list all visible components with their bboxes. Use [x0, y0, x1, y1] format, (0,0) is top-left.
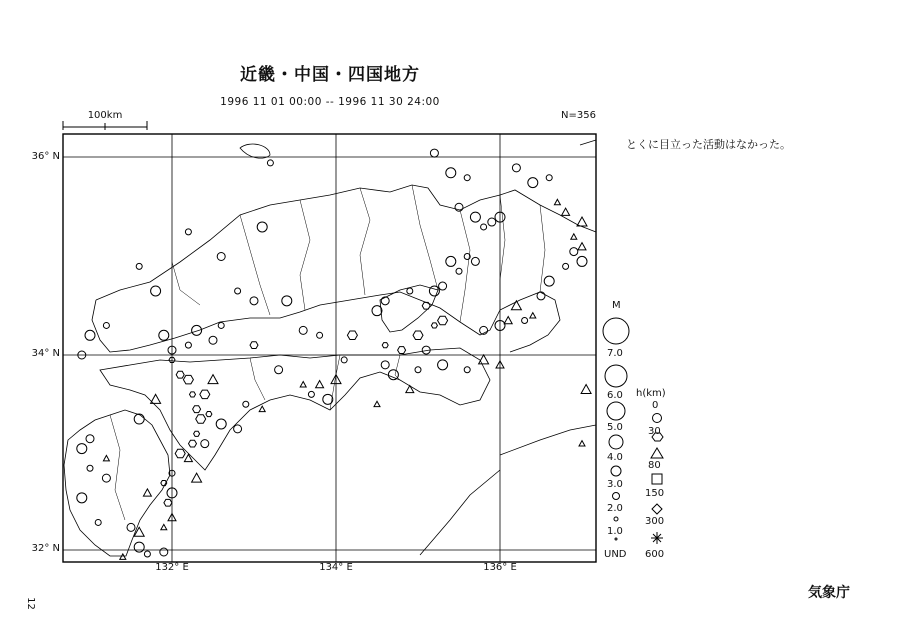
depth-600-asterisk-icon — [651, 532, 663, 544]
epicenter-circle-marker — [127, 523, 135, 531]
magnitude-3: 3.0 — [607, 479, 623, 490]
epicenter-circle-marker — [209, 336, 217, 344]
epicenter-hexagon-marker — [183, 375, 193, 384]
epicenter-circle-marker — [250, 297, 258, 305]
epicenter-circle-marker — [216, 419, 226, 429]
epicenter-triangle-marker — [562, 208, 570, 215]
epicenter-circle-marker — [577, 256, 587, 266]
epicenter-hexagon-marker — [175, 449, 185, 458]
epicenter-hexagon-marker — [422, 302, 430, 309]
epicenter-circle-marker — [439, 282, 447, 290]
epicenter-triangle-marker — [579, 441, 585, 446]
epicenter-triangle-marker — [571, 234, 577, 239]
map-frame — [63, 134, 596, 562]
epicenter-triangle-marker — [120, 554, 126, 559]
epicenter-circle-marker — [160, 548, 168, 556]
epicenter-circle-marker — [456, 268, 462, 274]
epicenter-hexagon-marker — [413, 331, 423, 340]
magnitude-legend-title: M — [612, 300, 621, 311]
epicenter-circle-marker — [464, 175, 470, 181]
depth-30: 30 — [648, 426, 661, 437]
epicenter-hexagon-marker — [347, 331, 357, 340]
lat-label-32: 32° N — [31, 543, 60, 554]
epicenter-circle-marker — [341, 357, 347, 363]
epicenter-circle-marker — [388, 370, 398, 380]
epicenter-circle-marker — [87, 465, 93, 471]
epicenter-triangle-marker — [577, 217, 587, 226]
epicenter-circle-marker — [438, 360, 448, 370]
epicenter-hexagon-marker — [189, 440, 197, 447]
depth-150-square-icon — [652, 474, 662, 484]
epicenter-circle-marker — [537, 292, 545, 300]
epicenter-circle-marker — [136, 263, 142, 269]
depth-0: 0 — [652, 400, 659, 411]
epicenter-circle-marker — [77, 444, 87, 454]
epicenter-hexagon-marker — [193, 406, 201, 413]
epicenter-hexagon-marker — [431, 323, 437, 328]
epicenter-triangle-marker — [192, 473, 202, 482]
epicenter-hexagon-marker — [250, 342, 258, 349]
epicenter-circle-marker — [464, 367, 470, 373]
lon-label-134: 134° E — [319, 562, 353, 573]
depth-600: 600 — [645, 549, 665, 560]
epicenter-circle-marker — [77, 493, 87, 503]
epicenter-circle-marker — [381, 361, 389, 369]
epicenter-hexagon-marker — [200, 390, 210, 399]
epicenter-triangle-marker — [208, 375, 218, 384]
epicenter-hexagon-marker — [190, 392, 196, 397]
agency-name: 気象庁 — [808, 585, 850, 601]
epicenter-hexagon-marker — [164, 499, 172, 506]
epicenter-hexagon-marker — [194, 431, 200, 436]
epicenter-circle-marker — [372, 306, 382, 316]
epicenter-triangle-marker — [184, 454, 192, 461]
depth-0-circle-icon — [653, 414, 662, 423]
coastlines — [64, 140, 596, 556]
event-count: N=356 — [561, 110, 596, 121]
epicenter-triangle-marker — [259, 406, 265, 411]
epicenter-circle-marker — [201, 440, 209, 448]
epicenter-triangle-marker — [161, 524, 167, 529]
epicenter-hexagon-marker — [206, 412, 212, 417]
depth-150: 150 — [645, 488, 665, 499]
lat-label-34: 34° N — [31, 348, 60, 359]
epicenter-circle-marker — [282, 296, 292, 306]
epicenter-circle-marker — [481, 224, 487, 230]
epicenter-circle-marker — [381, 297, 389, 305]
scale-bar — [63, 121, 147, 130]
epicenter-circle-marker — [218, 322, 224, 328]
epicenter-triangle-marker — [316, 381, 324, 388]
epicenter-circle-marker — [528, 178, 538, 188]
epicenter-circle-marker — [134, 542, 144, 552]
epicenter-circle-marker — [275, 366, 283, 374]
epicenter-triangle-marker — [103, 455, 109, 460]
epicenter-triangle-marker — [578, 243, 586, 250]
epicenter-triangle-marker — [554, 199, 560, 204]
epicenter-circle-marker — [446, 256, 456, 266]
depth-300-diamond-icon — [652, 504, 662, 514]
epicenter-circle-marker — [134, 414, 144, 424]
epicenter-circle-marker — [415, 367, 421, 373]
epicenter-circle-marker — [544, 276, 554, 286]
magnitude-5: 5.0 — [607, 422, 623, 433]
epicenter-circle-marker — [85, 330, 95, 340]
magnitude-4: 4.0 — [607, 452, 623, 463]
epicenter-hexagon-marker — [176, 371, 184, 378]
depth-80-triangle-icon — [651, 448, 663, 458]
epicenter-circle-marker — [234, 425, 242, 433]
epicenter-circle-marker — [159, 330, 169, 340]
epicenter-circle-marker — [488, 218, 496, 226]
epicenter-hexagon-marker — [382, 343, 388, 348]
epicenter-circle-marker — [185, 229, 191, 235]
depth-300: 300 — [645, 516, 665, 527]
epicenter-circle-marker — [407, 288, 413, 294]
epicenter-circle-marker — [235, 288, 241, 294]
epicenter-hexagon-marker — [398, 347, 406, 354]
epicenter-circle-marker — [563, 263, 569, 269]
epicenter-circle-marker — [217, 253, 225, 261]
magnitude-2: 2.0 — [607, 503, 623, 514]
epicenter-hexagon-marker — [196, 415, 206, 424]
epicenter-circle-marker — [470, 212, 480, 222]
epicenter-points — [77, 149, 591, 559]
epicenter-circle-marker — [317, 332, 323, 338]
depth-80: 80 — [648, 460, 661, 471]
graticule — [63, 134, 596, 562]
epicenter-circle-marker — [471, 257, 479, 265]
epicenter-circle-marker — [86, 435, 94, 443]
magnitude-und: UND — [604, 549, 627, 560]
epicenter-circle-marker — [185, 342, 191, 348]
lon-label-136: 136° E — [483, 562, 517, 573]
period-label: 1996 11 01 00:00 -- 1996 11 30 24:00 — [220, 96, 440, 108]
epicenter-triangle-marker — [504, 317, 512, 324]
page-number: 12 — [24, 597, 36, 610]
epicenter-circle-marker — [267, 160, 273, 166]
magnitude-7: 7.0 — [607, 348, 623, 359]
map-title: 近畿・中国・四国地方 — [240, 65, 420, 85]
epicenter-triangle-marker — [530, 313, 536, 318]
lon-label-132: 132° E — [155, 562, 189, 573]
epicenter-triangle-marker — [300, 382, 306, 387]
epicenter-circle-marker — [95, 519, 101, 525]
activity-comment: とくに目立った活動はなかった。 — [626, 138, 791, 151]
epicenter-circle-marker — [512, 164, 520, 172]
depth-legend-title: h(km) — [636, 388, 666, 399]
epicenter-circle-marker — [570, 248, 578, 256]
epicenter-circle-marker — [257, 222, 267, 232]
epicenter-circle-marker — [522, 318, 528, 324]
epicenter-circle-marker — [430, 149, 438, 157]
magnitude-6: 6.0 — [607, 390, 623, 401]
epicenter-circle-marker — [102, 474, 110, 482]
magnitude-1: 1.0 — [607, 526, 623, 537]
epicenter-circle-marker — [446, 168, 456, 178]
lat-label-36: 36° N — [31, 151, 60, 162]
epicenter-circle-marker — [151, 286, 161, 296]
epicenter-circle-marker — [308, 391, 314, 397]
epicenter-circle-marker — [299, 326, 307, 334]
epicenter-hexagon-marker — [438, 316, 448, 325]
epicenter-circle-marker — [103, 322, 109, 328]
epicenter-triangle-marker — [143, 489, 151, 496]
epicenter-triangle-marker — [479, 355, 489, 364]
epicenter-triangle-marker — [374, 401, 380, 406]
epicenter-triangle-marker — [406, 385, 414, 392]
epicenter-circle-marker — [323, 394, 333, 404]
epicenter-circle-marker — [144, 551, 150, 557]
epicenter-triangle-marker — [581, 384, 591, 393]
epicenter-circle-marker — [546, 175, 552, 181]
scale-bar-label: 100km — [87, 110, 123, 121]
epicenter-circle-marker — [243, 401, 249, 407]
